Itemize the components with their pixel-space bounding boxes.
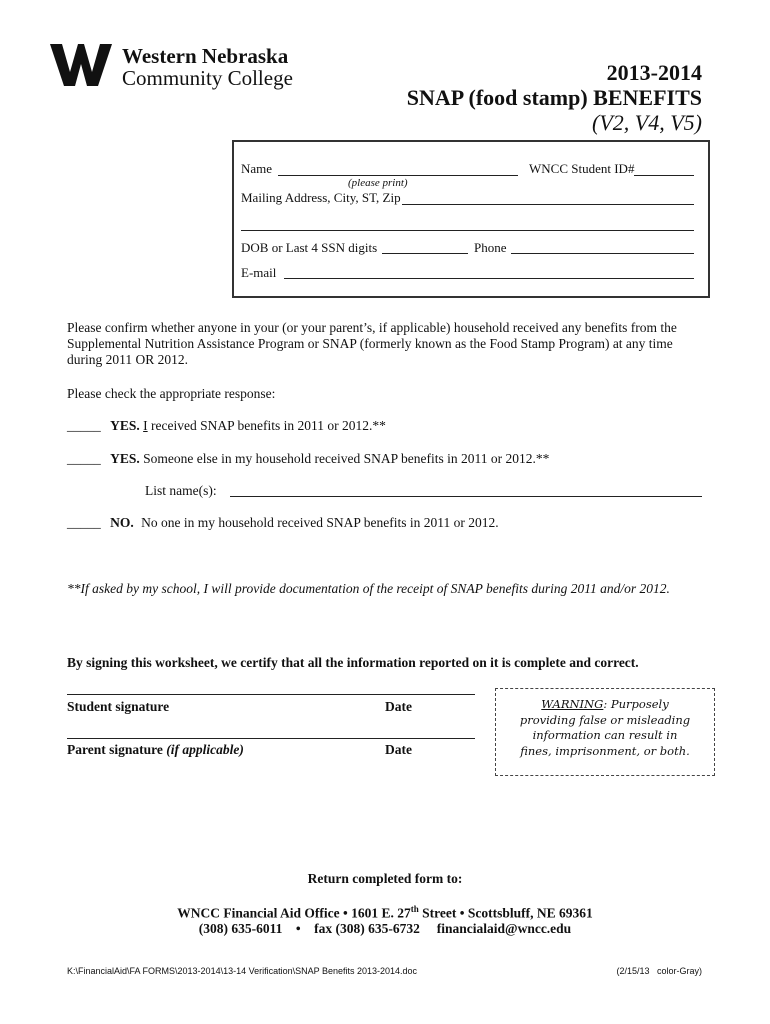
address-label: Mailing Address, City, ST, Zip (241, 190, 401, 205)
warning-line3: information can result in (532, 728, 678, 742)
address-field-line2[interactable] (241, 230, 694, 231)
option-yes-self[interactable] (67, 418, 386, 434)
warning-line2: providing false or misleading (519, 712, 691, 727)
option-yes-household[interactable] (67, 451, 549, 467)
warning-box (495, 688, 715, 776)
student-signature-line[interactable] (67, 694, 475, 695)
list-names-label: List name(s): (145, 483, 217, 498)
intro-paragraph: Please confirm whether anyone in your (or your parent’s, if applicable) household received any benefits from the Supplemental Nutrition Assistance Program or SNAP (formerly known as the Food Stamp Program) at any time during 2011 OR 2012. (67, 320, 677, 367)
parent-signature-qualifier: (if applicable) (166, 742, 244, 757)
student-date-label: Date (385, 699, 412, 714)
footer-revision: (2/15/13 color-Gray) (616, 966, 702, 976)
form-year: 2013-2014 (606, 60, 702, 85)
option-no-blank[interactable]: _____ (67, 515, 101, 530)
certify-statement: By signing this worksheet, we certify that all the information reported on it is complete and correct. (67, 655, 639, 670)
student-info-box (232, 140, 710, 298)
dob-field[interactable] (382, 253, 468, 254)
option-yes-household-text: Someone else in my household received SNAP benefits in 2011 or 2012.** (143, 451, 550, 466)
option-no-bold: NO. (110, 515, 134, 530)
option-no-text: No one in my household received SNAP benefits in 2011 or 2012. (141, 515, 499, 530)
return-heading: Return completed form to: (307, 871, 463, 886)
documentation-note: **If asked by my school, I will provide documentation of the receipt of SNAP benefits during 2011 and/or 2012. (67, 581, 670, 596)
option-yes-household-blank[interactable]: _____ (67, 451, 101, 466)
option-yes-self-pronoun: I (143, 418, 148, 433)
list-names-field[interactable] (230, 496, 702, 497)
name-field[interactable] (278, 175, 518, 176)
parent-signature-label-group (67, 742, 244, 758)
option-yes-self-blank[interactable]: _____ (67, 418, 101, 433)
warning-line1 (496, 697, 714, 713)
option-yes-household-bold: YES. (110, 451, 140, 466)
college-name-line2: Community College (122, 66, 293, 90)
form-versions: (V2, V4, V5) (592, 110, 702, 135)
name-label: Name (241, 161, 273, 176)
warning-line1-rest: : Purposely (603, 697, 669, 711)
form-title: SNAP (food stamp) BENEFITS (406, 85, 702, 110)
student-signature-label: Student signature (67, 699, 170, 714)
return-contact: (308) 635-6011 • fax (308) 635-6732 financialaid@wncc.edu (198, 921, 572, 936)
email-field[interactable] (284, 278, 694, 279)
return-office-sup: th (410, 904, 419, 914)
please-print-note: (please print) (348, 177, 408, 189)
phone-label: Phone (474, 240, 507, 255)
college-logo-mark (50, 44, 112, 86)
student-id-field[interactable] (634, 175, 694, 176)
parent-date-label: Date (385, 742, 412, 757)
warning-line4: fines, imprisonment, or both. (520, 743, 690, 758)
return-office-address (0, 904, 770, 922)
phone-field[interactable] (511, 253, 694, 254)
student-id-label: WNCC Student ID# (529, 161, 635, 176)
warning-heading: WARNING (541, 697, 604, 711)
return-office-suffix: Street • Scottsbluff, NE 69361 (418, 905, 593, 921)
footer-file-path: K:\FinancialAid\FA FORMS\2013-2014\13-14 Verification\SNAP Benefits 2013-2014.doc (67, 966, 418, 976)
return-office-prefix: WNCC Financial Aid Office • 1601 E. 27 (177, 905, 411, 921)
option-yes-self-text: received SNAP benefits in 2011 or 2012.** (151, 418, 386, 433)
address-field[interactable] (402, 204, 694, 205)
option-no[interactable] (67, 515, 499, 531)
parent-signature-line[interactable] (67, 738, 475, 739)
option-yes-self-bold: YES. (110, 418, 140, 433)
parent-signature-label: Parent signature (67, 742, 163, 757)
college-name-line1: Western Nebraska (122, 44, 289, 68)
dob-label: DOB or Last 4 SSN digits (241, 240, 378, 255)
email-label: E-mail (241, 265, 277, 280)
check-prompt: Please check the appropriate response: (67, 386, 276, 401)
